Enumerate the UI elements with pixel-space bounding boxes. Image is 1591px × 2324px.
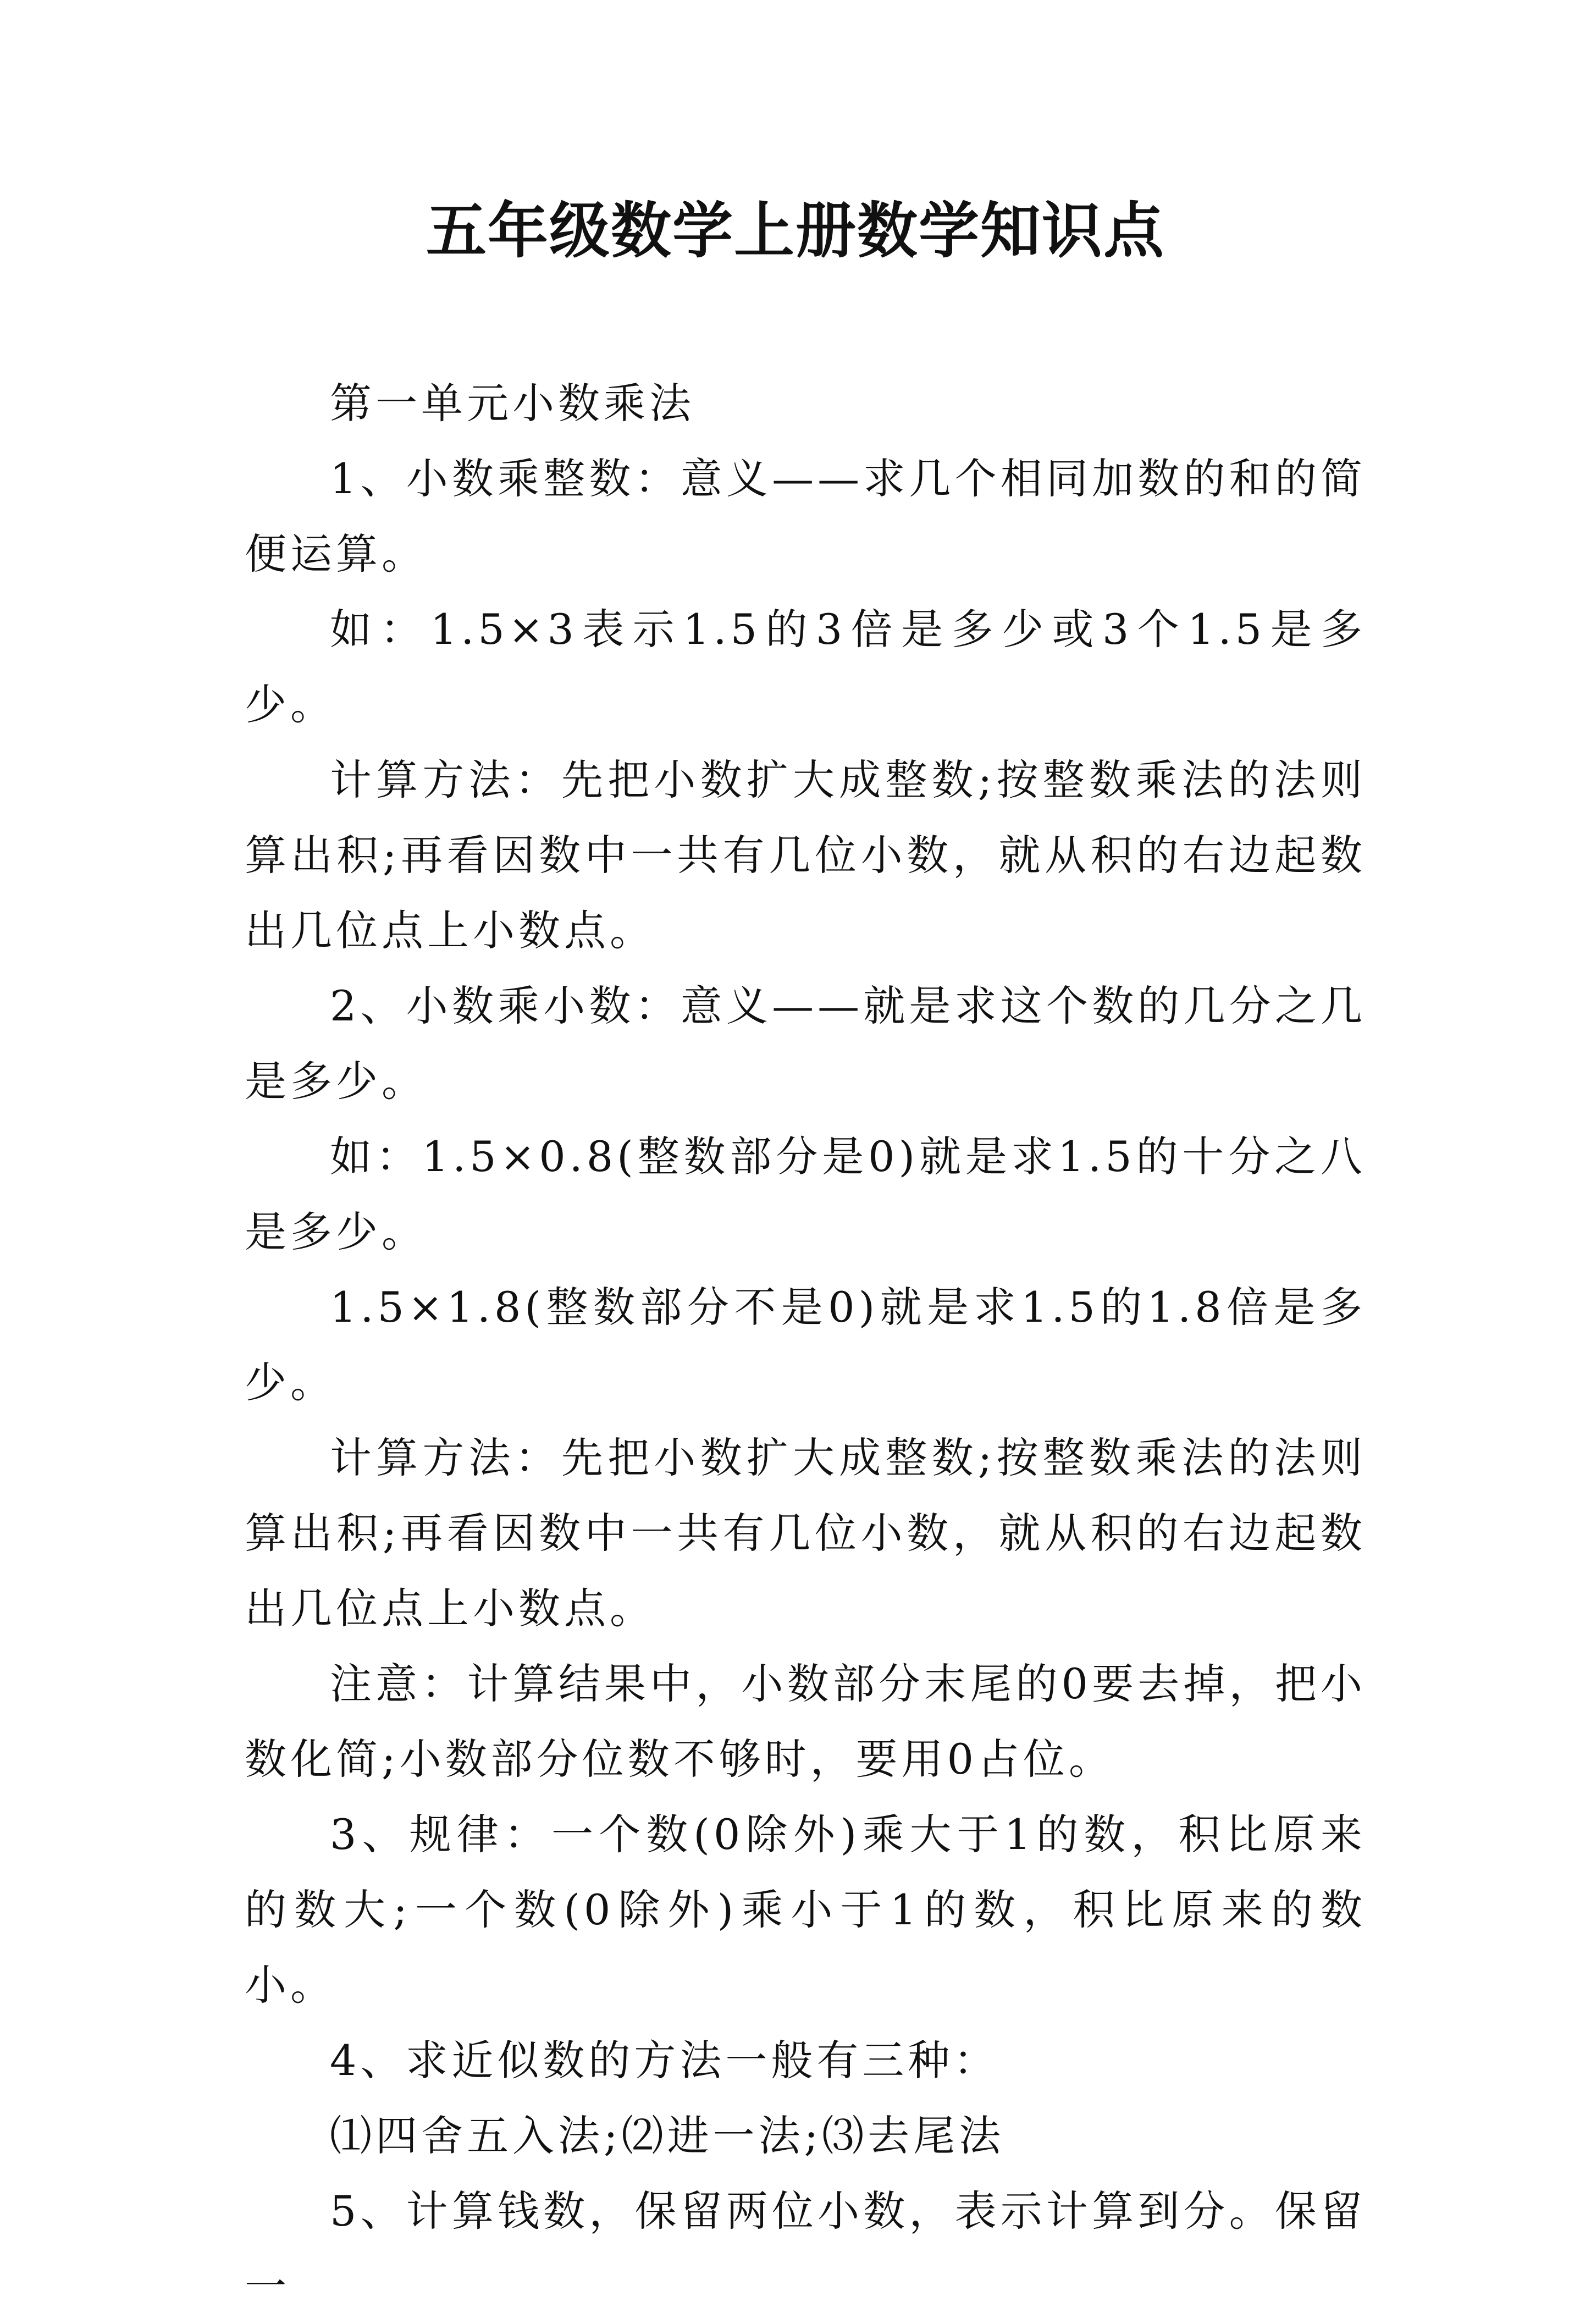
paragraph: 2、小数乘小数：意义——就是求这个数的几分之几是多少。 xyxy=(245,981,1366,1106)
paragraph-unit-heading: 第一单元小数乘法 xyxy=(330,379,695,428)
paragraph: 计算方法：先把小数扩大成整数;按整数乘法的法则算出积;再看因数中一共有几位小数，就从积的右边起数出几位点上小数点。 xyxy=(245,1433,1366,1633)
paragraph: ⑴四舍五入法;⑵进一法;⑶去尾法 xyxy=(330,2111,1005,2160)
paragraph: 4、求近似数的方法一般有三种： xyxy=(330,2036,999,2085)
paragraph: 如：1.5×0.8(整数部分是0)就是求1.5的十分之八是多少。 xyxy=(245,1132,1366,1256)
paragraph: 1.5×1.8(整数部分不是0)就是求1.5的1.8倍是多少。 xyxy=(245,1283,1366,1407)
paragraph: 3、规律：一个数(0除外)乘大于1的数，积比原来的数大;一个数(0除外)乘小于1的数，积比原来的数小。 xyxy=(245,1810,1366,2010)
paragraph: 1、小数乘整数：意义——求几个相同加数的和的简便运算。 xyxy=(245,454,1366,578)
document-body xyxy=(245,366,1366,2324)
paragraph: 如：1.5×3表示1.5的3倍是多少或3个1.5是多少。 xyxy=(245,605,1366,729)
paragraph: 注意：计算结果中，小数部分末尾的0要去掉，把小数化简;小数部分位数不够时，要用0占位。 xyxy=(245,1659,1366,1784)
paragraph: 计算方法：先把小数扩大成整数;按整数乘法的法则算出积;再看因数中一共有几位小数，就从积的右边起数出几位点上小数点。 xyxy=(245,755,1366,955)
document-title: 五年级数学上册数学知识点 xyxy=(426,195,1165,266)
paragraph: 5、计算钱数，保留两位小数，表示计算到分。保留一 xyxy=(245,2187,1366,2311)
